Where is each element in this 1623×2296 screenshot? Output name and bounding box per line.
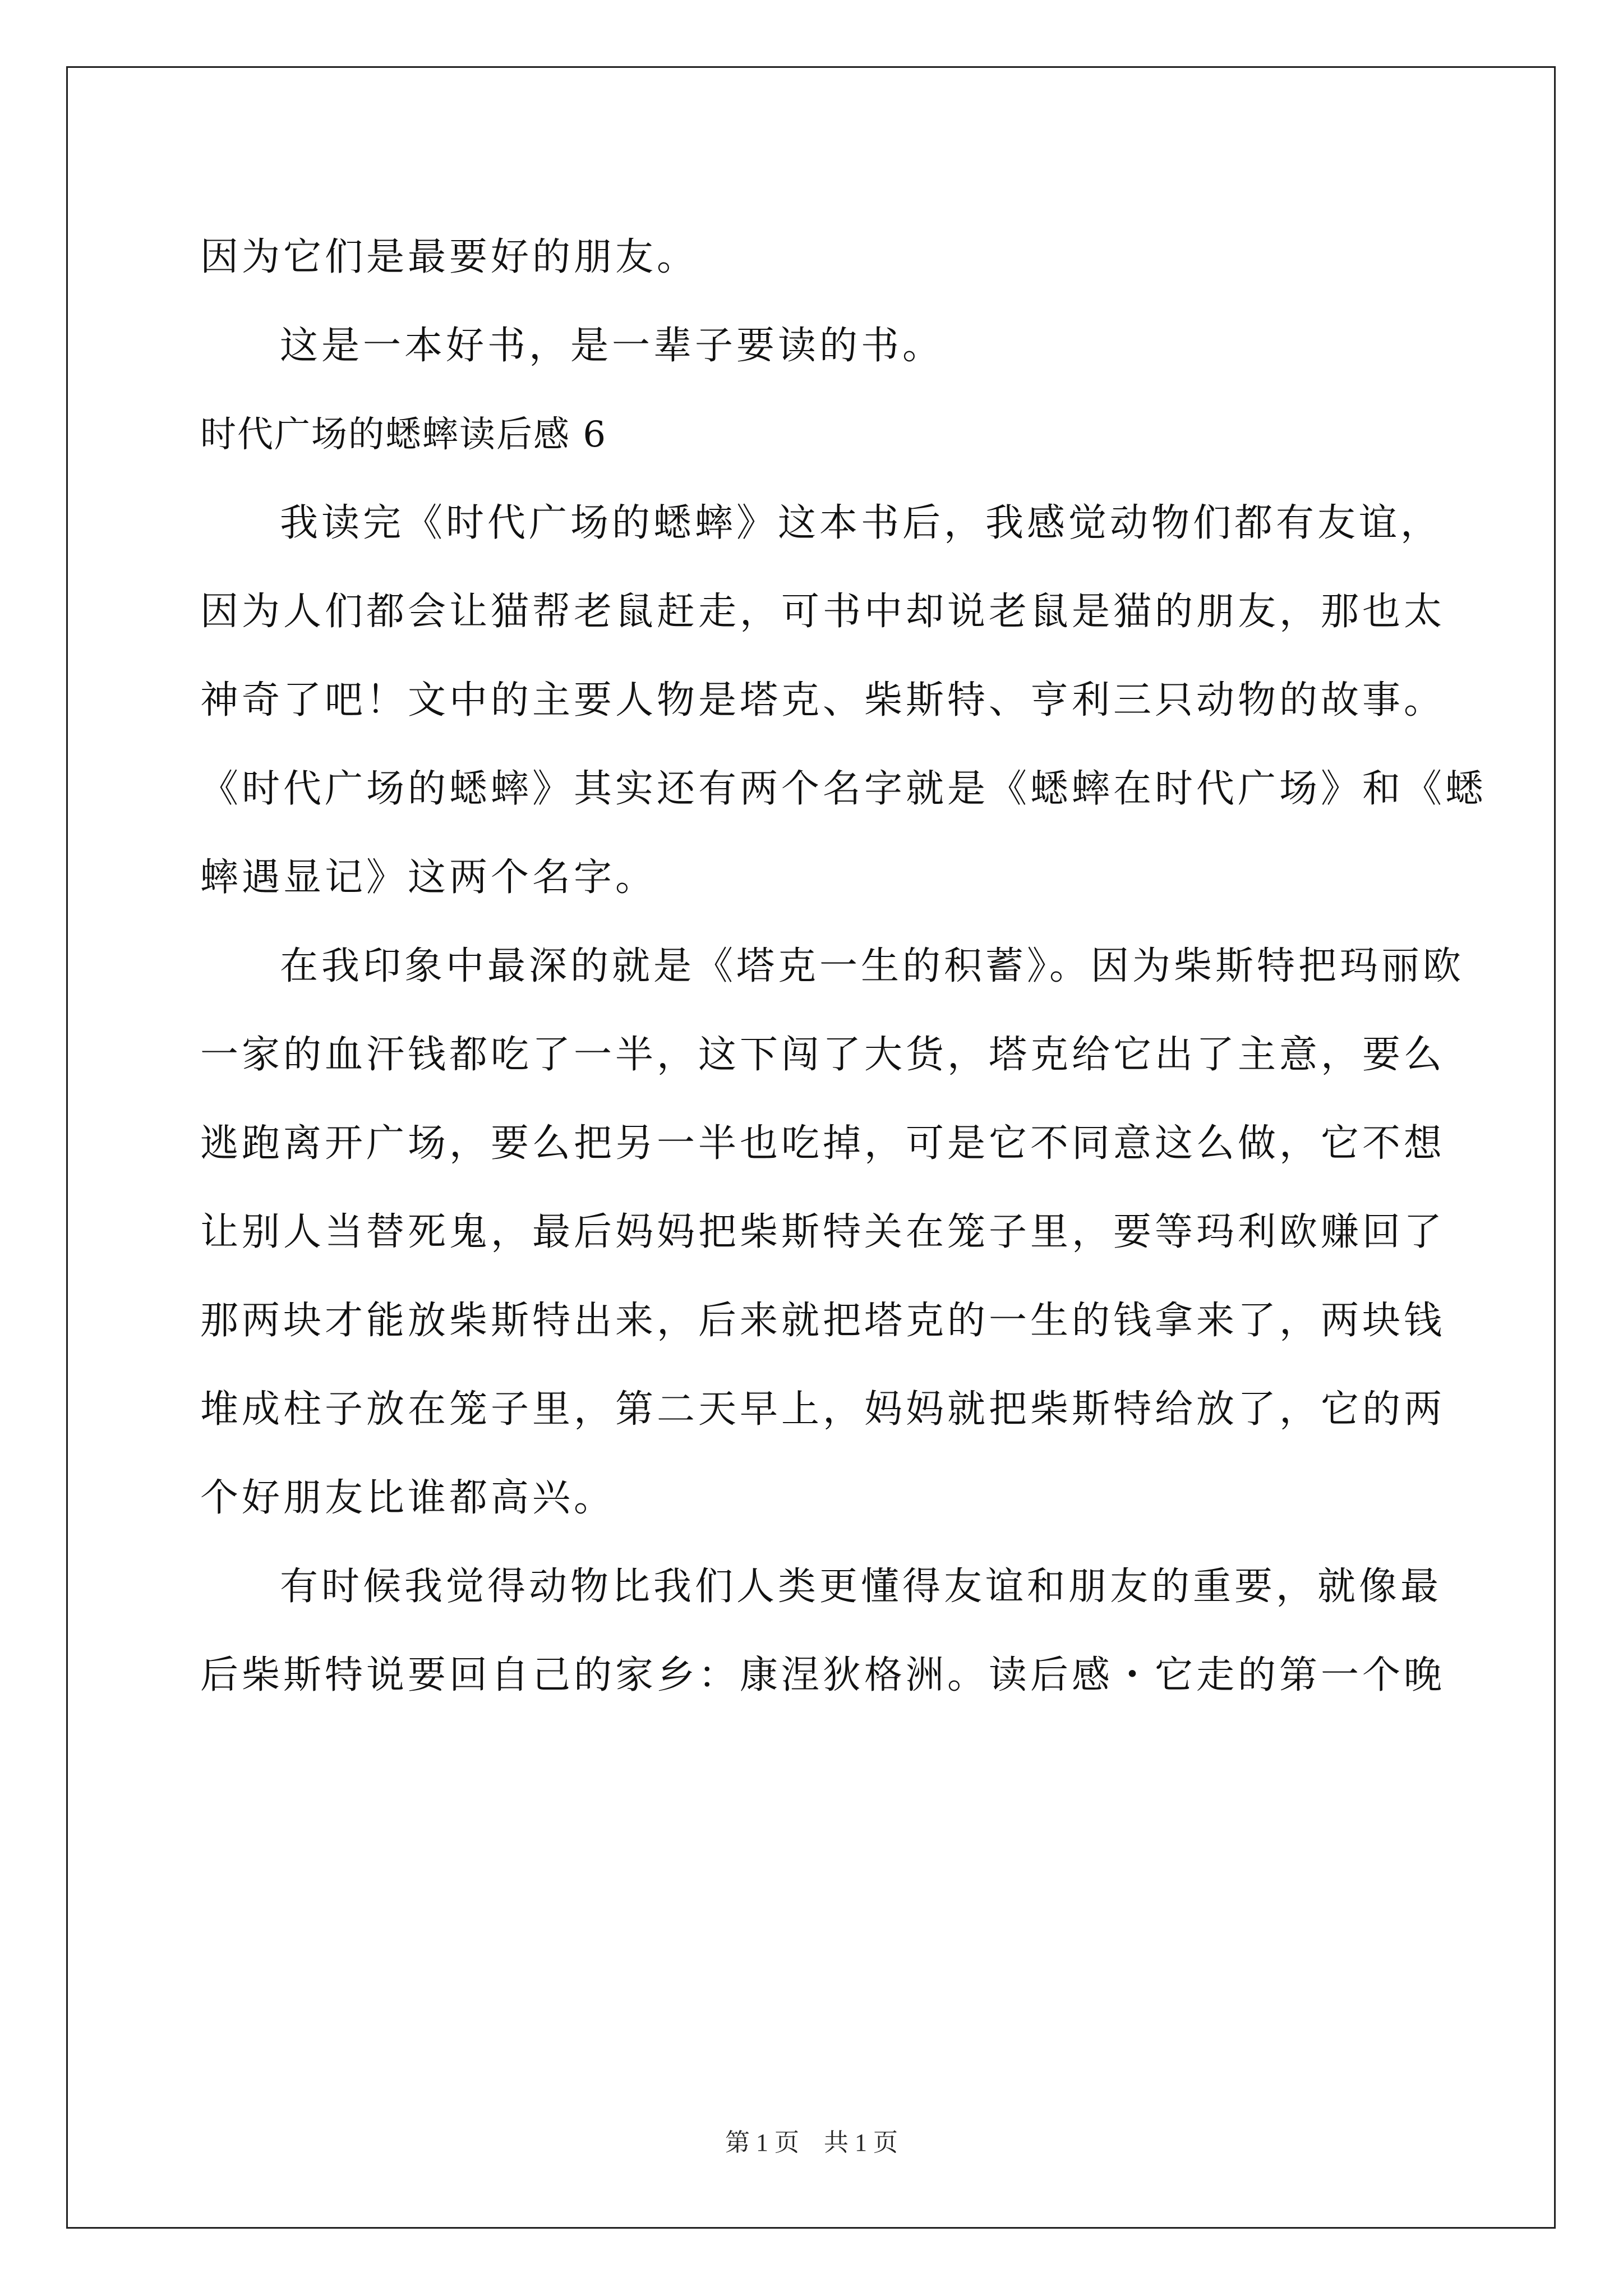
text-line: 让别人当替死鬼，最后妈妈把柴斯特关在笼子里，要等玛利欧赚回了 xyxy=(200,1210,1446,1254)
text-line: 逃跑离开广场，要么把另一半也吃掉，可是它不同意这么做，它不想 xyxy=(200,1121,1446,1166)
text-line: 因为它们是最要好的朋友。 xyxy=(200,235,699,279)
document-body xyxy=(200,213,1487,1720)
text-line: 这是一本好书，是一辈子要读的书。 xyxy=(280,324,944,368)
text-line: 个好朋友比谁都高兴。 xyxy=(200,1476,616,1520)
page-number: 第 1 页 共 1 页 xyxy=(725,2129,898,2156)
text-line: 因为人们都会让猫帮老鼠赶走，可书中却说老鼠是猫的朋友，那也太 xyxy=(200,590,1446,634)
text-line: 有时候我觉得动物比我们人类更懂得友谊和朋友的重要，就像最 xyxy=(280,1565,1442,1609)
text-line: 一家的血汗钱都吃了一半，这下闯了大货，塔克给它出了主意，要么 xyxy=(200,1033,1446,1077)
text-line: 那两块才能放柴斯特出来，后来就把塔克的一生的钱拿来了，两块钱 xyxy=(200,1299,1446,1343)
text-line: 在我印象中最深的就是《塔克一生的积蓄》。因为柴斯特把玛丽欧 xyxy=(280,944,1465,988)
text-line: 后柴斯特说要回自己的家乡：康涅狄格洲。读后感・它走的第一个晚 xyxy=(200,1653,1446,1697)
text-line: 《时代广场的蟋蟀》其实还有两个名字就是《蟋蟀在时代广场》和《蟋 xyxy=(200,767,1487,811)
text-line: 我读完《时代广场的蟋蟀》这本书后，我感觉动物们都有友谊， xyxy=(280,501,1442,545)
text-line: 神奇了吧！文中的主要人物是塔克、柴斯特、亨利三只动物的故事。 xyxy=(200,678,1446,723)
text-line: 堆成柱子放在笼子里，第二天早上，妈妈就把柴斯特给放了，它的两 xyxy=(200,1387,1446,1432)
text-line: 蟀遇显记》这两个名字。 xyxy=(200,855,657,900)
section-heading: 时代广场的蟋蟀读后感 6 xyxy=(200,414,607,455)
